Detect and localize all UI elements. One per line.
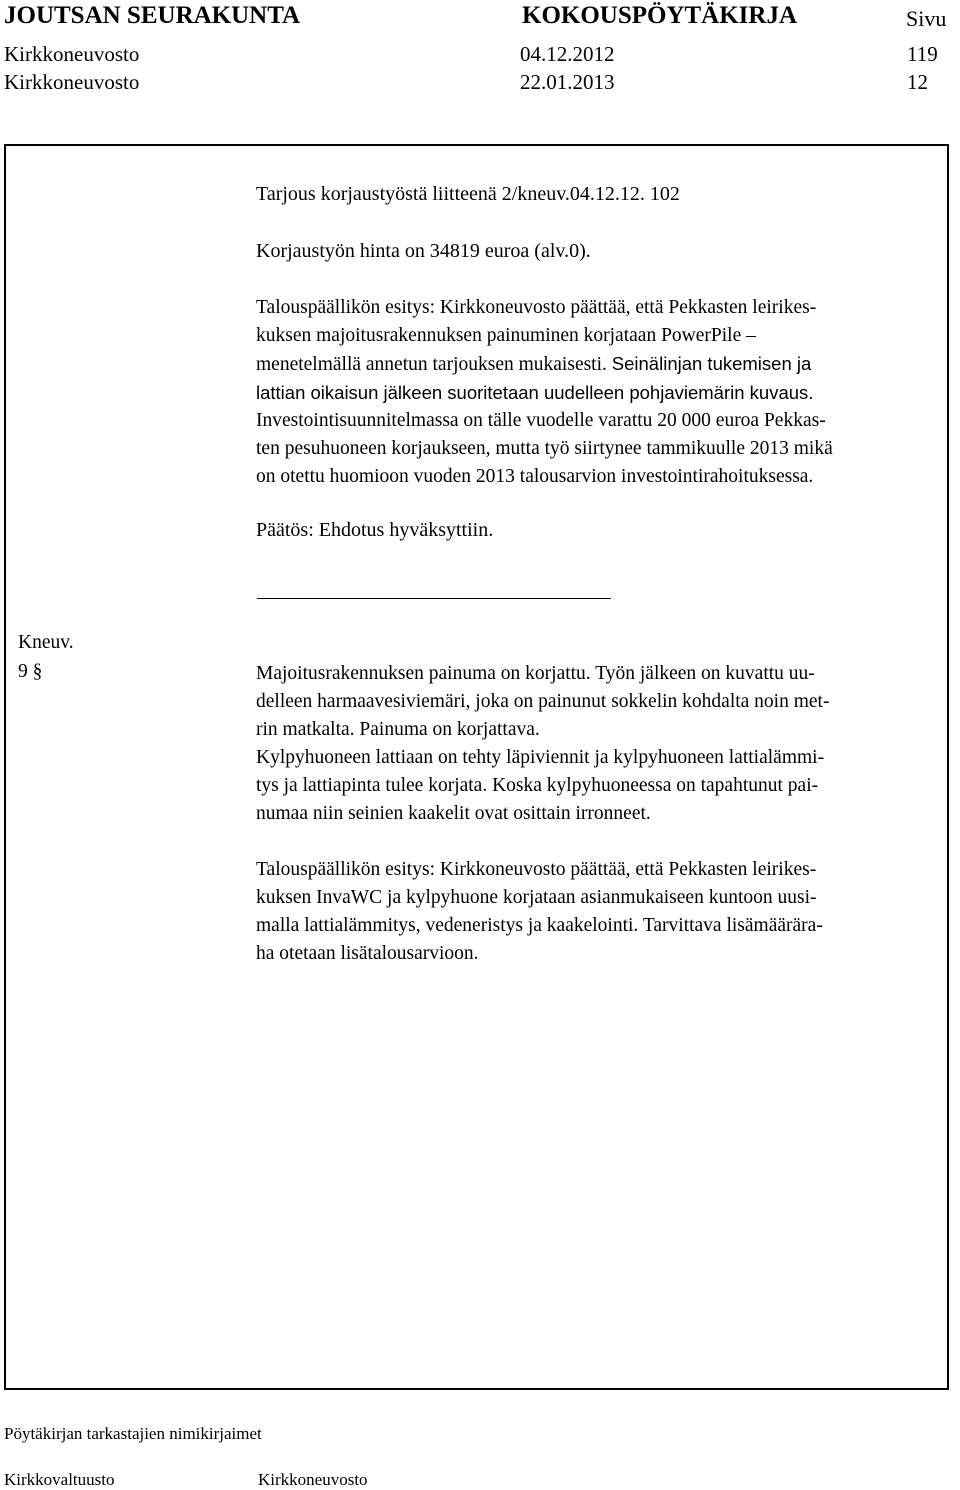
organization-title: JOUTSAN SEURAKUNTA bbox=[4, 2, 301, 29]
proposal-line: Investointisuunnitelmassa on tälle vuodelle varattu 20 000 euroa Pekkas- bbox=[256, 410, 826, 431]
meeting-body-1: Kirkkoneuvosto bbox=[4, 42, 140, 66]
council-label: Kirkkovaltuusto bbox=[4, 1470, 115, 1489]
proposal-line: kuksen InvaWC ja kylpyhuone korjataan asianmukaiseen kuntoon uusi- bbox=[256, 887, 817, 908]
proposal-line: ten pesuhuoneen korjaukseen, mutta työ siirtynee tammikuulle 2013 mikä bbox=[256, 438, 833, 459]
page-label: Sivu bbox=[906, 6, 947, 31]
description-paragraph bbox=[256, 660, 829, 828]
meeting-body-2: Kirkkoneuvosto bbox=[4, 70, 140, 94]
description-line: Kylpyhuoneen lattiaan on tehty läpiviennit ja kylpyhuoneen lattialämmi- bbox=[256, 747, 825, 768]
proposal-line-mixed bbox=[256, 350, 833, 379]
proposal-line-arial: lattian oikaisun jälkeen suoritetaan uudelleen pohjaviemärin kuvaus. bbox=[256, 382, 814, 403]
meeting-date-2: 22.01.2013 bbox=[520, 70, 615, 94]
proposal-paragraph-9 bbox=[256, 856, 823, 968]
description-line: numaa niin seinien kaakelit ovat osittain irronneet. bbox=[256, 803, 651, 824]
proposal-line-part-arial: Seinälinjan tukemisen ja bbox=[611, 353, 812, 374]
document-type: KOKOUSPÖYTÄKIRJA bbox=[522, 2, 798, 29]
offer-line: Tarjous korjaustyöstä liitteenä 2/kneuv.04.12.12. 102 bbox=[256, 183, 680, 205]
signatures-label: Pöytäkirjan tarkastajien nimikirjaimet bbox=[4, 1424, 262, 1443]
proposal-line: malla lattialämmitys, vedeneristys ja kaakelointi. Tarvittava lisämäärära- bbox=[256, 915, 823, 936]
proposal-paragraph bbox=[256, 294, 833, 491]
proposal-line-part: menetelmällä annetun tarjouksen mukaisesti. bbox=[256, 354, 607, 375]
proposal-line: Talouspäällikön esitys: Kirkkoneuvosto päättää, että Pekkasten leirikes- bbox=[256, 297, 817, 318]
description-line: Majoitusrakennuksen painuma on korjattu. Työn jälkeen on kuvattu uu- bbox=[256, 663, 815, 684]
decision-line: Päätös: Ehdotus hyväksyttiin. bbox=[256, 519, 494, 541]
meeting-page-2: 12 bbox=[907, 70, 928, 94]
meeting-page-1: 119 bbox=[907, 42, 938, 66]
description-line: tys ja lattiapinta tulee korjata. Koska kylpyhuoneessa on tapahtunut pai- bbox=[256, 775, 819, 796]
separator-line bbox=[257, 598, 611, 599]
meeting-date-1: 04.12.2012 bbox=[520, 42, 615, 66]
board-footer-label: Kirkkoneuvosto bbox=[258, 1470, 368, 1489]
proposal-line: on otettu huomioon vuoden 2013 talousarvion investointirahoituksessa. bbox=[256, 466, 814, 487]
description-line: rin matkalta. Painuma on korjattava. bbox=[256, 719, 540, 740]
price-line: Korjaustyön hinta on 34819 euroa (alv.0). bbox=[256, 240, 591, 262]
section-number: 9 § bbox=[18, 661, 43, 682]
proposal-line: kuksen majoitusrakennuksen painuminen korjataan PowerPile – bbox=[256, 325, 756, 346]
proposal-line: Talouspäällikön esitys: Kirkkoneuvosto päättää, että Pekkasten leirikes- bbox=[256, 859, 817, 880]
description-line: delleen harmaavesiviemäri, joka on painunut sokkelin kohdalta noin met- bbox=[256, 691, 830, 712]
board-label: Kneuv. bbox=[18, 632, 74, 653]
proposal-line: ha otetaan lisätalousarvioon. bbox=[256, 943, 479, 964]
